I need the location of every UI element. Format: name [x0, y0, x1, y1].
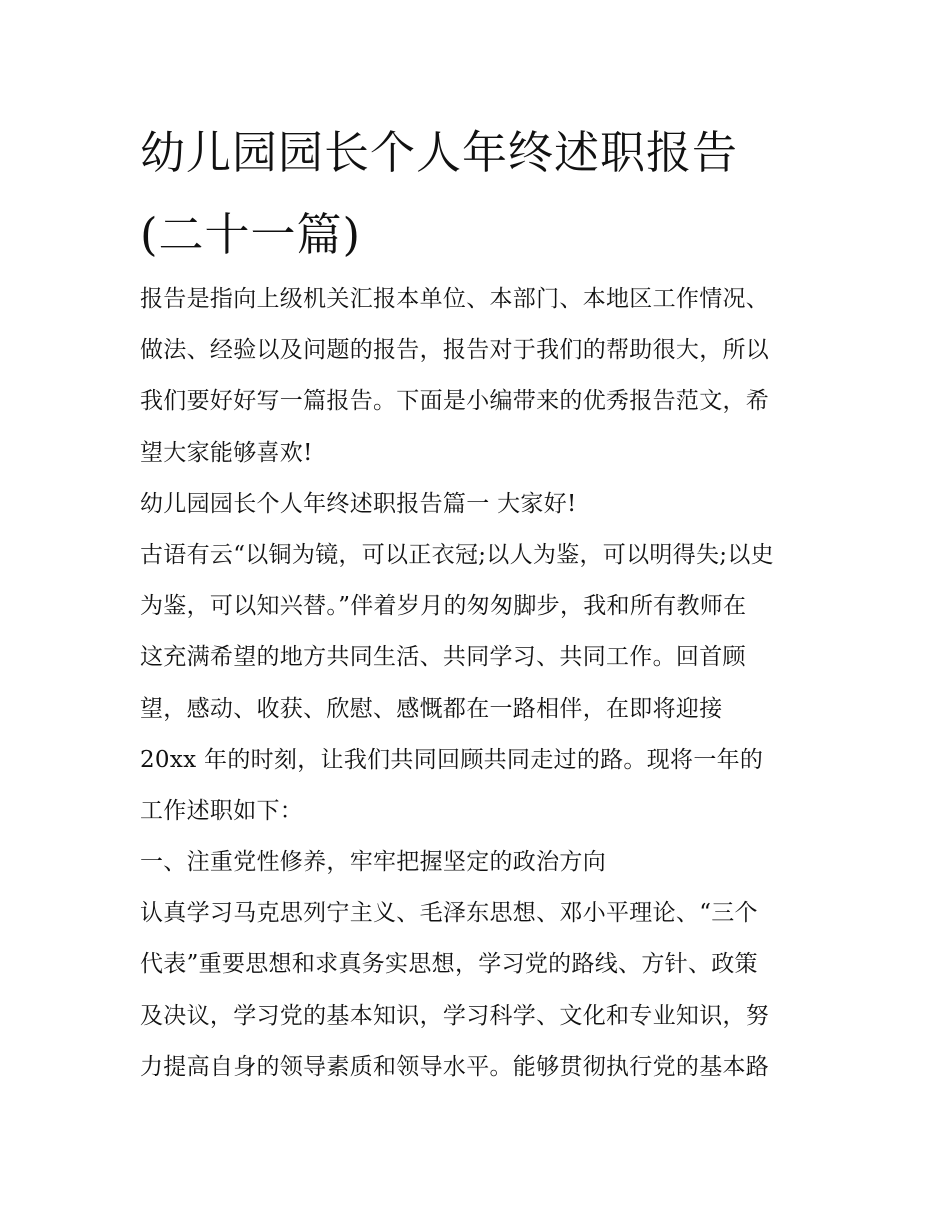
body-line: 代表”重要思想和求真务实思想，学习党的路线、方针、政策 [140, 951, 758, 978]
title-line-2: (二十一篇) [140, 208, 362, 261]
body-line: 20xx 年的时刻，让我们共同回顾共同走过的路。现将一年的 [140, 746, 764, 773]
body-line: 望，感动、收获、欣慰、感慨都在一路相伴，在即将迎接 [140, 695, 723, 722]
document-body [140, 274, 820, 1093]
body-line: 古语有云“以铜为镜，可以正衣冠;以人为鉴，可以明得失;以史 [140, 541, 774, 568]
body-line: 我们要好好写一篇报告。下面是小编带来的优秀报告范文，希 [140, 388, 770, 415]
document-title [140, 112, 820, 276]
title-line-1: 幼儿园园长个人年终述职报告 [140, 126, 739, 179]
section-heading: 幼儿园园长个人年终述职报告篇一 大家好! [140, 490, 577, 517]
body-line: 这充满希望的地方共同生活、共同学习、共同工作。回首顾 [140, 644, 746, 671]
body-line: 为鉴，可以知兴替。”伴着岁月的匆匆脚步，我和所有教师在 [140, 593, 747, 620]
body-line: 报告是指向上级机关汇报本单位、本部门、本地区工作情况、 [140, 286, 770, 312]
body-line: 及决议，学习党的基本知识，学习科学、文化和专业知识，努 [140, 1002, 770, 1029]
body-line: 工作述职如下： [140, 797, 304, 824]
section-heading: 一、注重党性修养，牢牢把握坚定的政治方向 [140, 849, 606, 876]
body-line: 认真学习马克思列宁主义、毛泽东思想、邓小平理论、“三个 [140, 900, 758, 927]
body-line: 望大家能够喜欢! [140, 439, 313, 466]
body-line: 力提高自身的领导素质和领导水平。能够贯彻执行党的基本路 [140, 1053, 770, 1080]
body-line: 做法、经验以及问题的报告，报告对于我们的帮助很大，所以 [140, 337, 770, 364]
